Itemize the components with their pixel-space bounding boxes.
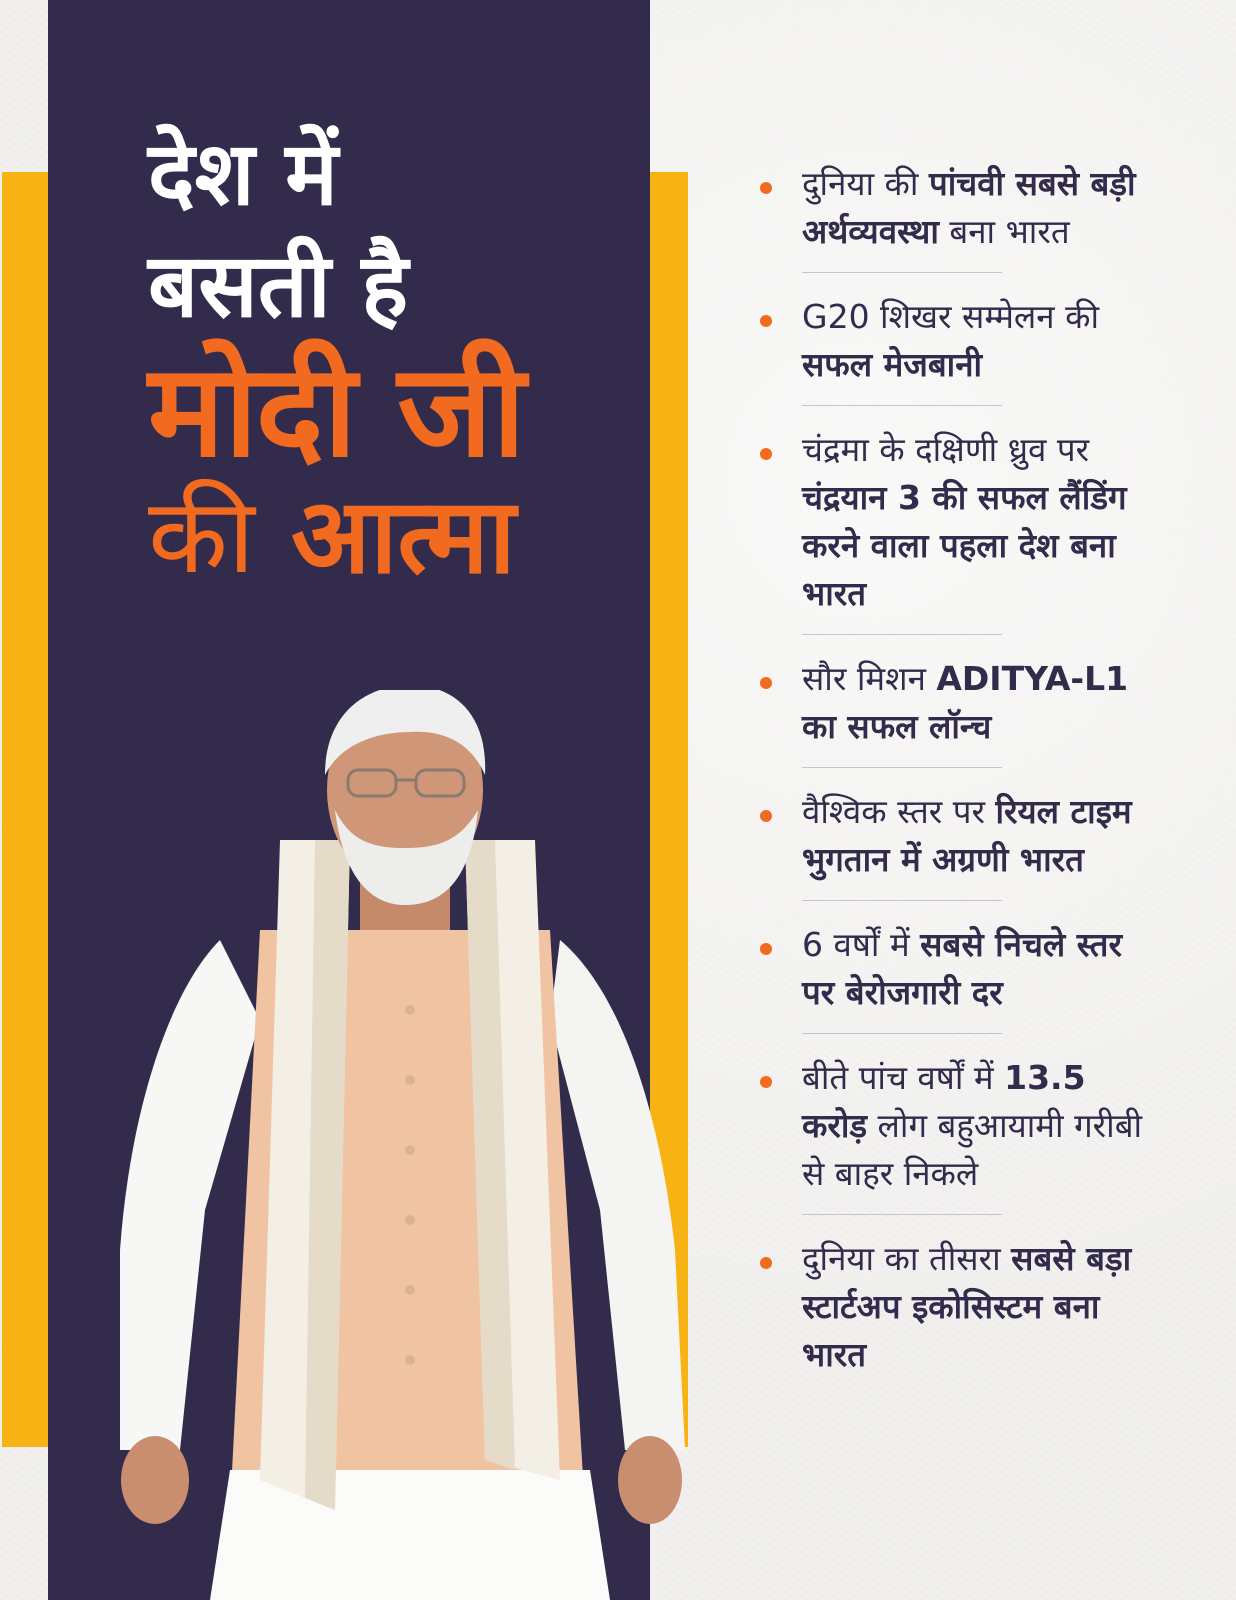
headline-line-2: बसती है — [148, 234, 409, 337]
fact-text-regular: सौर मिशन — [802, 659, 937, 698]
facts-list — [756, 160, 1156, 1379]
fact-text-bold: पांचवी सबसे बड़ी अर्थव्यवस्था — [802, 164, 1136, 251]
fact-text-regular: चंद्रमा के दक्षिणी ध्रुव पर — [802, 430, 1090, 469]
fact-text — [802, 426, 1156, 618]
headline — [148, 122, 648, 597]
fact-item — [756, 160, 1156, 256]
fact-text — [802, 1235, 1156, 1379]
left-hand — [121, 1436, 189, 1524]
fact-item — [756, 655, 1156, 751]
bullet-dot-icon — [760, 315, 772, 327]
fact-text-regular: दुनिया का तीसरा — [802, 1239, 1012, 1278]
fact-item — [756, 293, 1156, 389]
fact-text-bold: चंद्रयान 3 की सफल लैंडिंग करने वाला पहला देश बना भारत — [802, 478, 1127, 613]
divider — [802, 1214, 1002, 1215]
fact-text-regular: बीते पांच वर्षों में — [802, 1058, 1005, 1097]
fact-text-regular: लोग बहुआयामी गरीबी से बाहर निकले — [802, 1106, 1143, 1193]
right-hand — [618, 1436, 682, 1524]
divider — [802, 767, 1002, 768]
fact-text-bold: 13.5 करोड़ — [802, 1058, 1086, 1145]
fact-text — [802, 921, 1156, 1017]
bullet-dot-icon — [760, 943, 772, 955]
fact-text-bold: सबसे बड़ा स्टार्टअप इकोसिस्टम बना भारत — [802, 1239, 1132, 1374]
fact-text-bold: ADITYA-L1 का सफल लॉन्च — [802, 659, 1129, 746]
fact-text-regular: दुनिया की — [802, 164, 929, 203]
lower-kurta — [210, 1470, 610, 1600]
bullet-dot-icon — [760, 1076, 772, 1088]
headline-line-1: देश में — [148, 122, 338, 225]
fact-text — [802, 655, 1156, 751]
fact-text — [802, 788, 1156, 884]
fact-text-regular: G20 शिखर सम्मेलन की — [802, 297, 1099, 336]
divider — [802, 405, 1002, 406]
divider — [802, 900, 1002, 901]
fact-text — [802, 293, 1156, 389]
headline-line-3: मोदी जी — [148, 337, 524, 486]
bullet-dot-icon — [760, 810, 772, 822]
bullet-dot-icon — [760, 182, 772, 194]
fact-item — [756, 788, 1156, 884]
fact-item — [756, 921, 1156, 1017]
bullet-dot-icon — [760, 677, 772, 689]
bullet-dot-icon — [760, 448, 772, 460]
fact-text-regular: वैश्विक स्तर पर — [802, 792, 996, 831]
fact-text-regular: 6 वर्षों में — [802, 925, 921, 964]
divider — [802, 1033, 1002, 1034]
divider — [802, 272, 1002, 273]
fact-text — [802, 160, 1156, 256]
headline-line-4a: की — [148, 475, 255, 597]
fact-item — [756, 426, 1156, 618]
fact-text-regular: बना भारत — [938, 212, 1070, 251]
headline-line-4b: आत्मा — [291, 475, 516, 597]
leader-portrait — [110, 690, 710, 1600]
fact-text-bold: रियल टाइम भुगतान में अग्रणी भारत — [802, 792, 1132, 879]
bullet-dot-icon — [760, 1257, 772, 1269]
fact-item — [756, 1235, 1156, 1379]
divider — [802, 634, 1002, 635]
headline-line-4 — [148, 475, 648, 597]
fact-text-bold: सबसे निचले स्तर पर बेरोजगारी दर — [802, 925, 1122, 1012]
fact-text-bold: सफल मेजबानी — [802, 345, 983, 384]
fact-text — [802, 1054, 1156, 1198]
fact-item — [756, 1054, 1156, 1198]
